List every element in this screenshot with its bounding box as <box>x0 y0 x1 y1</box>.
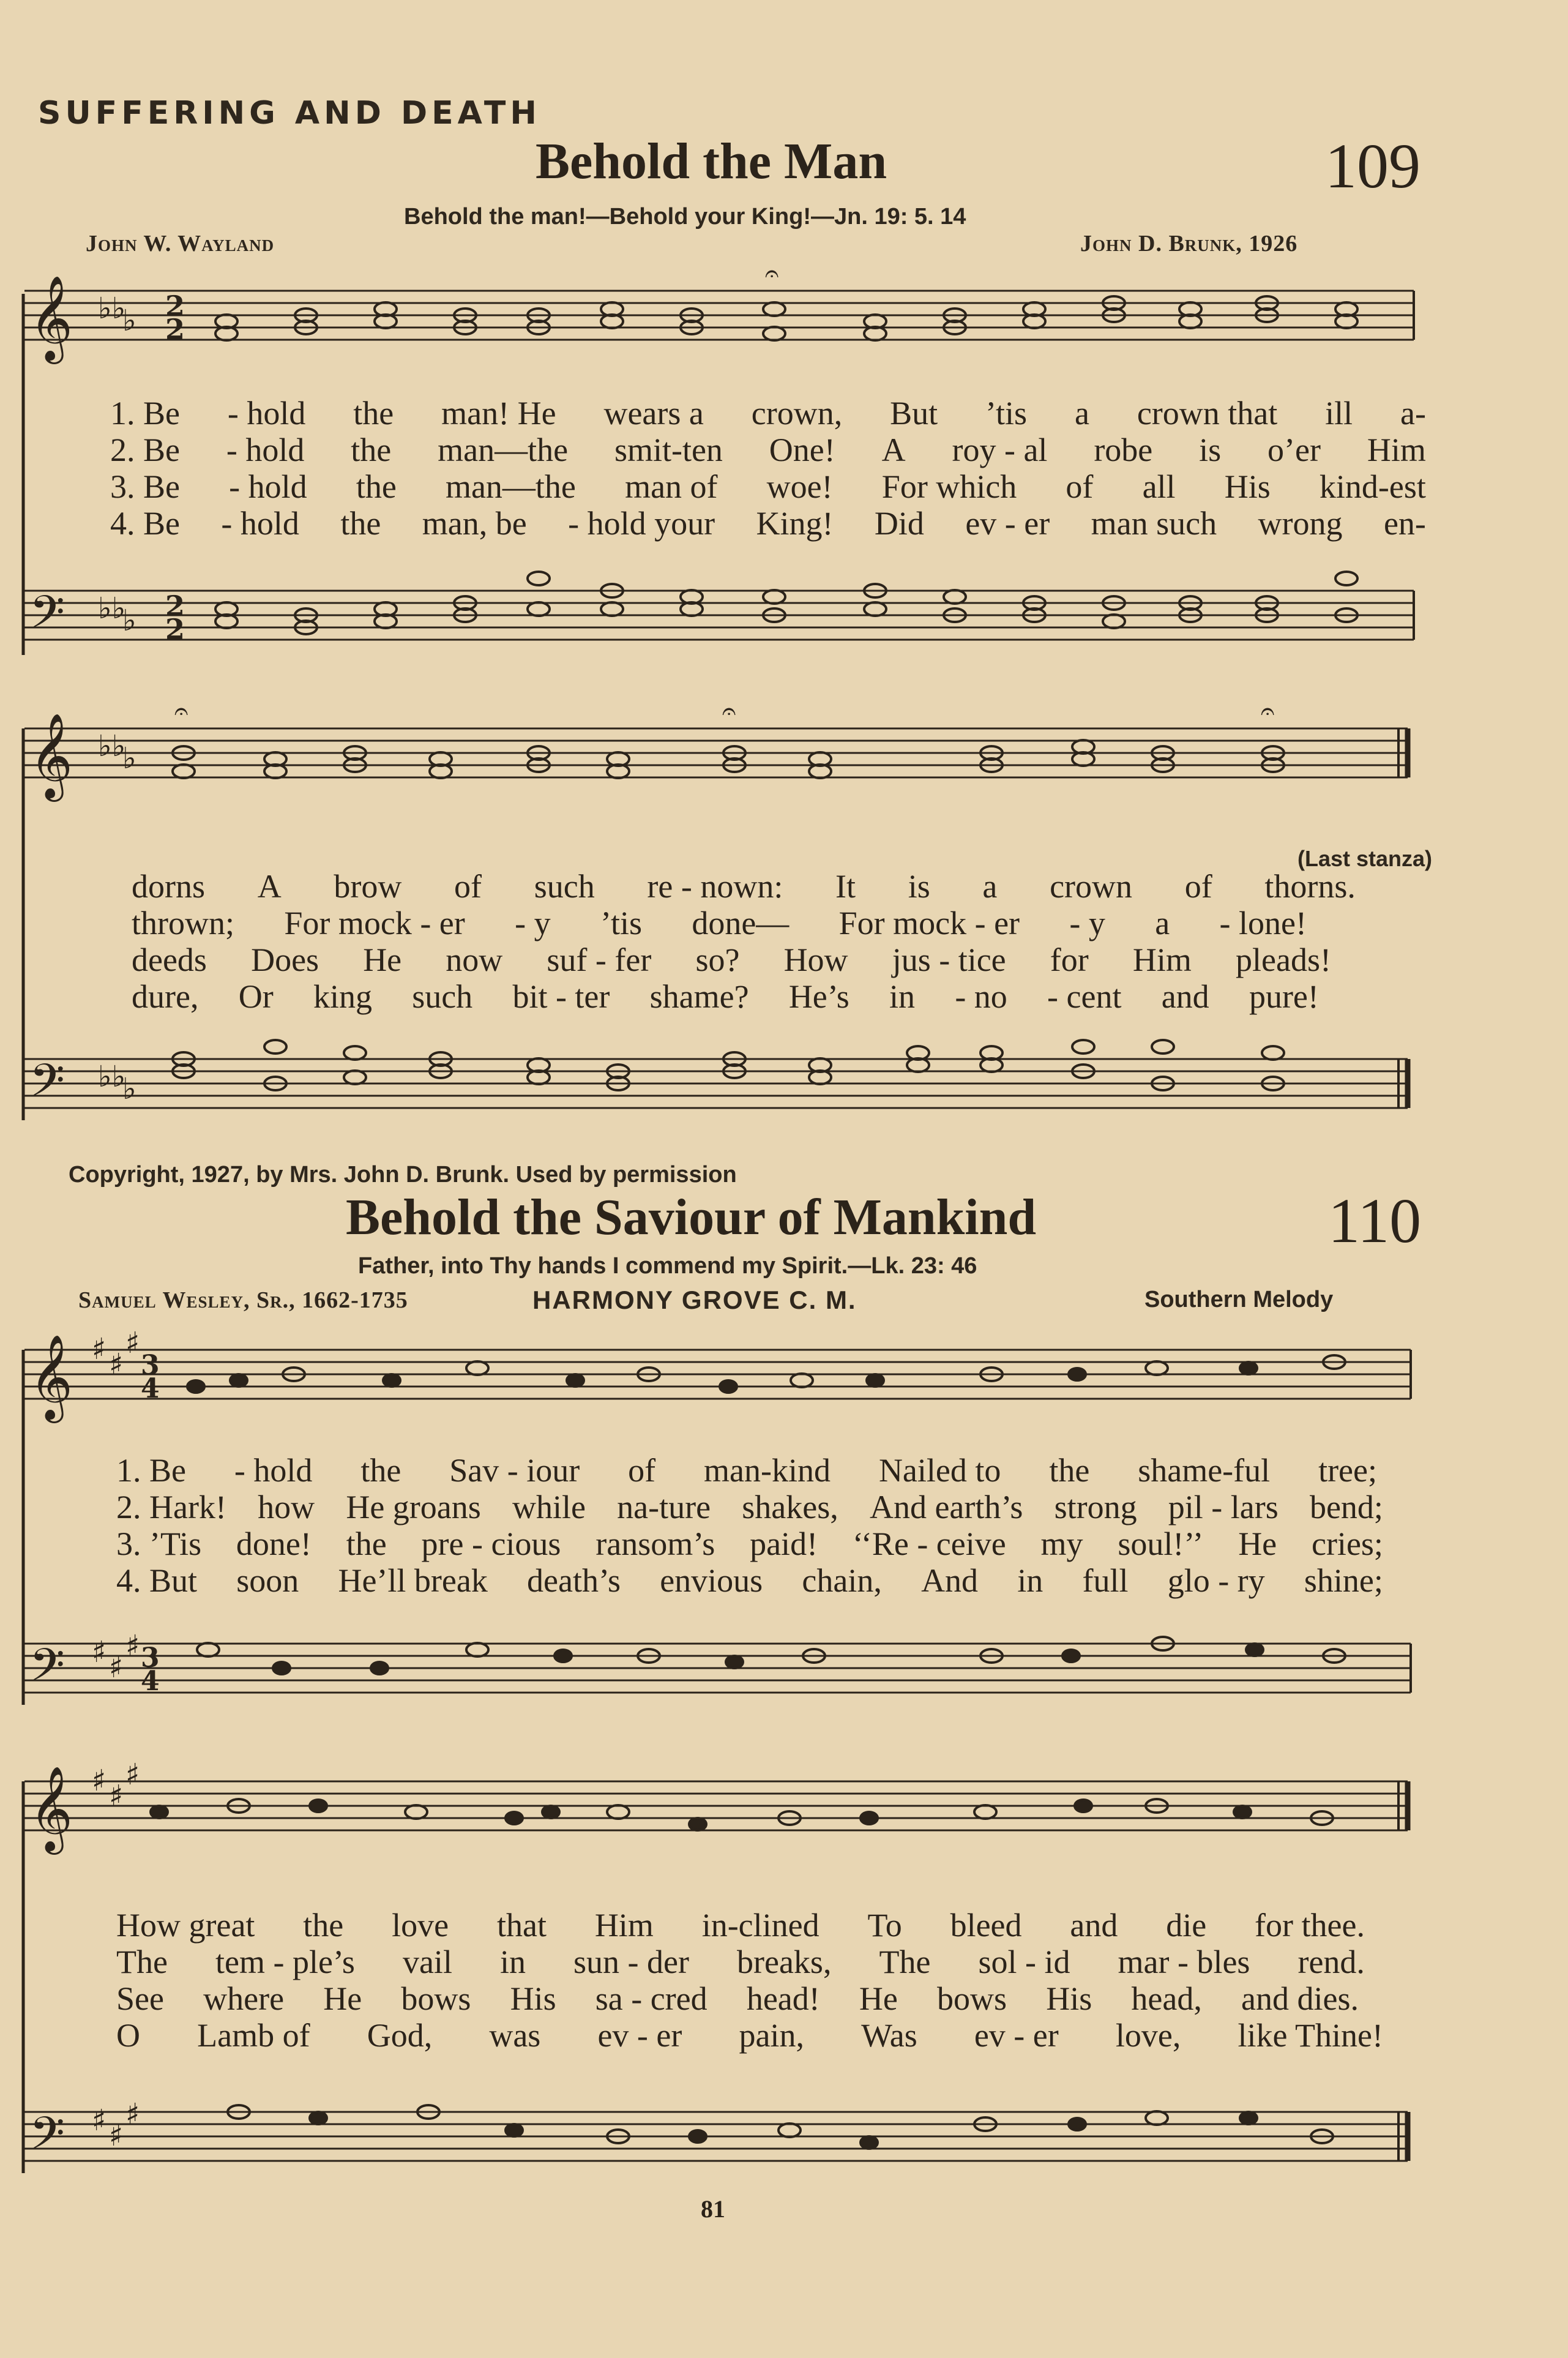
svg-text:♯: ♯ <box>92 1764 106 1798</box>
hymn-109-s2-verse-3: deeds Does He now suf - fer so? How jus - tice for Him pleads! <box>132 941 1331 978</box>
svg-text:𝄢: 𝄢 <box>29 2107 65 2171</box>
svg-text:♯: ♯ <box>125 1326 140 1360</box>
fermata-icon <box>1261 697 1274 725</box>
hymn-109-copyright: Copyright, 1927, by Mrs. John D. Brunk. Used by permission <box>69 1162 737 1188</box>
treble-clef-icon <box>29 275 73 364</box>
svg-text:♭♭: ♭♭ <box>98 291 126 326</box>
svg-text:2: 2 <box>165 613 185 646</box>
svg-text:♯: ♯ <box>109 1650 124 1685</box>
hymn-110-s1-verse-1: 1. Be - hold the Sav - iour of man-kind Nailed to the shame-ful tree; <box>116 1452 1377 1489</box>
svg-text:♭: ♭ <box>122 604 136 638</box>
treble-clef-icon <box>29 1334 73 1423</box>
bass-clef-icon <box>29 1639 65 1703</box>
svg-text:2: 2 <box>165 290 185 323</box>
hymn-110-s2-verse-3: See where He bows His sa - cred head! He bows His head, and dies. <box>116 1980 1359 2017</box>
svg-text:♯: ♯ <box>125 1629 140 1663</box>
bass-clef-icon <box>29 1054 65 1118</box>
svg-text:𝄢: 𝄢 <box>29 1054 65 1118</box>
svg-text:♭: ♭ <box>122 304 136 338</box>
hymn-110-title: Behold the Saviour of Mankind <box>346 1189 1037 1246</box>
fermata-icon <box>722 697 736 725</box>
svg-text:𝄢: 𝄢 <box>29 1639 65 1703</box>
bass-clef-icon <box>29 2107 65 2171</box>
svg-text:♯: ♯ <box>92 1332 106 1366</box>
svg-text:4: 4 <box>141 1373 160 1404</box>
svg-text:𝄞: 𝄞 <box>29 275 73 361</box>
svg-text:𝄞: 𝄞 <box>29 713 73 798</box>
hymn-109-number: 109 <box>1325 131 1421 201</box>
hymn-109-s2-verse-4: dure, Or king such bit - ter shame? He’s in - no - cent and pure! <box>132 978 1319 1015</box>
svg-text:♭♭: ♭♭ <box>98 591 126 626</box>
svg-text:𝄢: 𝄢 <box>29 586 65 650</box>
hymn-109-s1-verse-3: 3. Be - hold the man—the man of woe! For which of all His kind-est <box>110 468 1426 505</box>
svg-text:♭♭: ♭♭ <box>98 1060 126 1094</box>
svg-text:♯: ♯ <box>125 1757 140 1792</box>
svg-text:𝄞: 𝄞 <box>29 1334 73 1420</box>
page-number: 81 <box>701 2195 725 2223</box>
svg-text:♭: ♭ <box>122 1072 136 1106</box>
hymn-110-s1-verse-3: 3. ’Tis done! the pre - cious ransom’s paid! ‘‘Re - ceive my soul!’’ He cries; <box>116 1525 1383 1562</box>
svg-text:♯: ♯ <box>125 2097 140 2132</box>
hymn-109-s1-verse-2: 2. Be - hold the man—the smit-ten One! A roy - al robe is o’er Him <box>110 432 1426 468</box>
svg-text:♯: ♯ <box>109 1779 124 1813</box>
hymn-109-s1-verse-4: 4. Be - hold the man, be - hold your King! Did ev - er man such wrong en- <box>110 505 1426 542</box>
treble-clef-icon <box>29 713 73 802</box>
svg-text:2: 2 <box>165 313 185 346</box>
hymn-110-s2-verse-2: The tem - ple’s vail in sun - der breaks, The sol - id mar - bles rend. <box>116 1944 1365 1980</box>
hymn-109-s2-verse-1: dorns A brow of such re - nown: It is a crown of thorns. <box>132 868 1356 905</box>
hymn-110-s1-verse-2: 2. Hark! how He groans while na-ture shakes, And earth’s strong pil - lars bend; <box>116 1489 1383 1525</box>
svg-text:2: 2 <box>165 590 185 623</box>
treble-clef-icon <box>29 1766 73 1855</box>
svg-text:♯: ♯ <box>92 2103 106 2138</box>
bass-clef-icon <box>29 586 65 650</box>
hymn-110-composer: Southern Melody <box>1144 1287 1334 1312</box>
svg-text:𝄐: 𝄐 <box>765 260 779 288</box>
svg-text:3: 3 <box>141 1642 160 1674</box>
hymn-109-author: John W. Wayland <box>86 231 275 256</box>
svg-text:𝄞: 𝄞 <box>29 1766 73 1851</box>
hymn-109-s1-verse-1: 1. Be - hold the man! He wears a crown, But ’tis a crown that ill a- <box>110 395 1426 432</box>
svg-text:♯: ♯ <box>109 1347 124 1382</box>
svg-text:𝄐: 𝄐 <box>722 697 736 725</box>
svg-text:4: 4 <box>141 1666 160 1697</box>
hymn-110-author: Samuel Wesley, Sr., 1662-1735 <box>78 1287 408 1313</box>
hymn-109-title: Behold the Man <box>536 133 887 190</box>
hymn-110-number: 110 <box>1328 1186 1422 1256</box>
svg-text:𝄐: 𝄐 <box>174 697 189 725</box>
hymn-110-scripture: Father, into Thy hands I commend my Spirit.—Lk. 23: 46 <box>358 1253 977 1279</box>
svg-text:♯: ♯ <box>109 2119 124 2153</box>
svg-text:♯: ♯ <box>92 1635 106 1669</box>
section-title: SUFFERING AND DEATH <box>38 95 541 132</box>
svg-text:♭: ♭ <box>122 741 136 776</box>
svg-text:♭♭: ♭♭ <box>98 729 126 763</box>
last-stanza-note: (Last stanza) <box>1297 846 1433 871</box>
hymn-110-s1-verse-4: 4. But soon He’ll break death’s envious chain, And in full glo - ry shine; <box>116 1562 1383 1599</box>
hymn-110-tune: HARMONY GROVE C. M. <box>532 1286 857 1314</box>
fermata-icon <box>765 260 778 288</box>
hymn-110-s2-verse-1: How great the love that Him in-clined To bleed and die for thee. <box>116 1907 1365 1944</box>
hymn-109-composer: John D. Brunk, 1926 <box>1080 231 1298 256</box>
svg-text:𝄐: 𝄐 <box>1261 697 1275 725</box>
hymn-109-scripture: Behold the man!—Behold your King!—Jn. 19: 5. 14 <box>404 204 966 230</box>
hymn-109-s2-verse-2: thrown; For mock - er - y ’tis done— For mock - er - y a - lone! <box>132 905 1307 941</box>
hymn-110-s2-verse-4: O Lamb of God, was ev - er pain, Was ev - er love, like Thine! <box>116 2017 1383 2054</box>
fermata-icon <box>174 697 188 725</box>
svg-text:3: 3 <box>141 1350 160 1381</box>
